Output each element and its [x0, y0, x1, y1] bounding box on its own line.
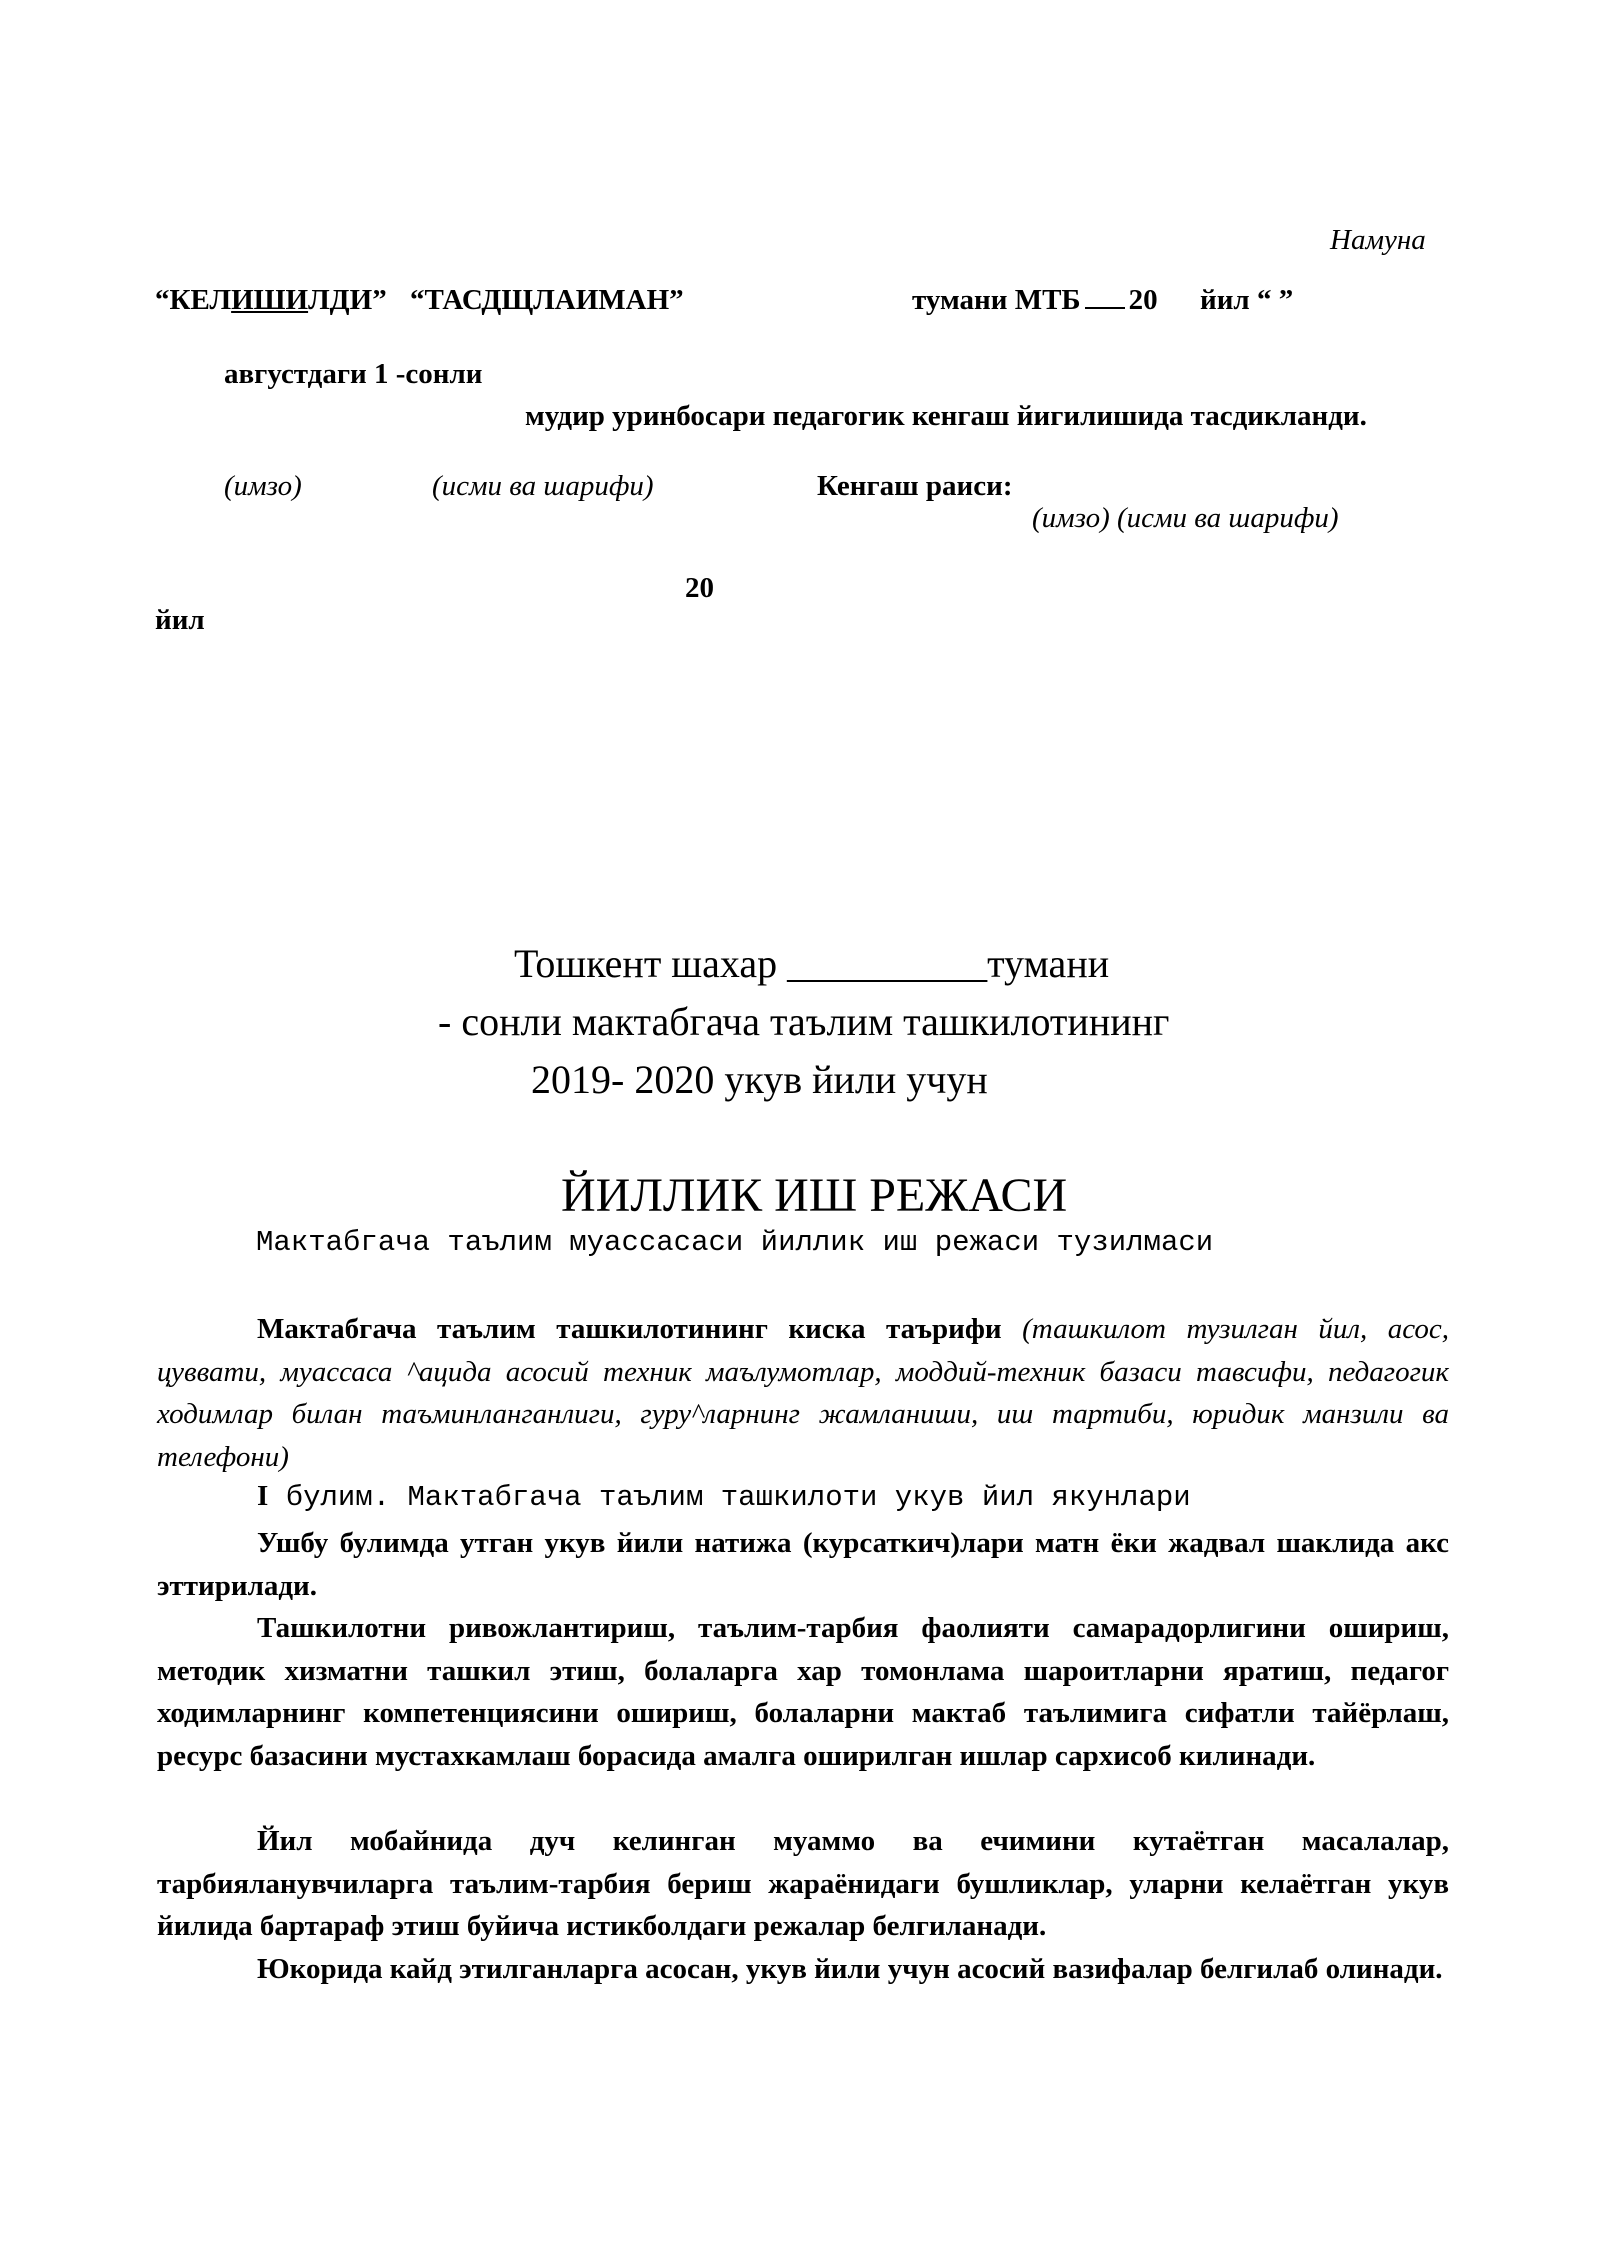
subtitle: Мактабгача таълим муассасаси йиллик иш режаси тузилмаси	[256, 1226, 1214, 1259]
year-prefix: 20	[1128, 284, 1158, 316]
council-chair: Кенгаш раиси:	[817, 470, 1013, 502]
title-line-1	[514, 940, 1109, 987]
signature-left: (имзо)	[224, 470, 302, 502]
agreed-suffix: ЛДИ”	[308, 284, 387, 316]
intro-paragraph	[157, 1308, 1449, 1478]
title-line-3: 2019- 2020 укув йили учун	[531, 1057, 988, 1102]
paragraph-2: Ташкилотни ривожлантириш, таълим-тарбия фаолияти самарадорлигини ошириш, методик хизматни ташкил этиш, болаларга хар томонлама шароитларни яратиш, педагог ходимларнинг компетенциясини ошириш, болаларни мактаб таълимига сифатли тайёрлаш, ресурс базасини мустахкамлаш борасида амалга оширилган ишлар сархисоб килинади.	[157, 1612, 1449, 1772]
year-word: йил	[155, 604, 205, 636]
paragraph-4: Юкорида кайд этилганларга асосан, укув йили учун асосий вазифалар белгилаб олинади.	[257, 1953, 1443, 1985]
intro-italic: (ташкилот тузилган йил, асос, цуввати, муассаса ^ацида асосий техник маълумотлар, моддий-техник базаси тавсифи, педагогик ходимлар билан таъминланганлиги, гуру^ларнинг жамланиши, иш тартиби, юридик манзили ва телефони)	[157, 1313, 1449, 1473]
agreed-label	[155, 284, 387, 317]
august-line: августдаги 1 -сонли	[224, 358, 483, 390]
year-quote: йил “ ”	[1200, 284, 1294, 316]
intro-bold: Мактабгача таълим ташкилотининг киска таърифи	[257, 1313, 1002, 1345]
paragraph-1: Ушбу булимда утган укув йили натижа (курсаткич)лари матн ёки жадвал шаклида акс эттирилади.	[157, 1527, 1449, 1602]
council-line: мудир уринбосари педагогик кенгаш йигилишида тасдикланди.	[525, 400, 1367, 432]
section-title: булим. Мактабгача таълим ташкилоти укув йил якунлари	[268, 1481, 1191, 1514]
district-mtb	[912, 284, 1158, 317]
approve-label: “ТАСДЩЛАИМАН”	[410, 284, 684, 316]
year-number: 20	[685, 572, 714, 604]
main-title: ЙИЛЛИК ИШ РЕЖАСИ	[561, 1169, 1068, 1222]
paragraph-3: Йил мобайнида дуч келинган муаммо ва ечимини кутаётган масалалар, тарбияланувчиларга таълим-тарбия бериш жараёнидаги бушликлар, уларни келаётган укув йилида бартараф этиш буйича истикболдаги режалар белгиланади.	[157, 1825, 1449, 1942]
section-heading	[257, 1480, 1191, 1514]
district-mtb-text: тумани МТБ	[912, 284, 1081, 316]
name-left: (исми ва шарифи)	[432, 470, 654, 502]
title-district: тумани	[987, 941, 1110, 986]
agreed-underlined: ИШИ	[231, 284, 309, 316]
title-city: Тошкент шахар	[514, 941, 778, 986]
sample-label: Намуна	[1330, 224, 1426, 256]
agreed-prefix: “КЕЛ	[155, 284, 232, 316]
title-blank: __________	[787, 941, 988, 986]
signature-right: (имзо) (исми ва шарифи)	[1032, 502, 1339, 534]
title-line-2: - сонли мактабгача таълим ташкилотининг	[438, 999, 1170, 1044]
section-number: I	[257, 1480, 269, 1512]
district-mtb-blank	[1085, 285, 1125, 309]
